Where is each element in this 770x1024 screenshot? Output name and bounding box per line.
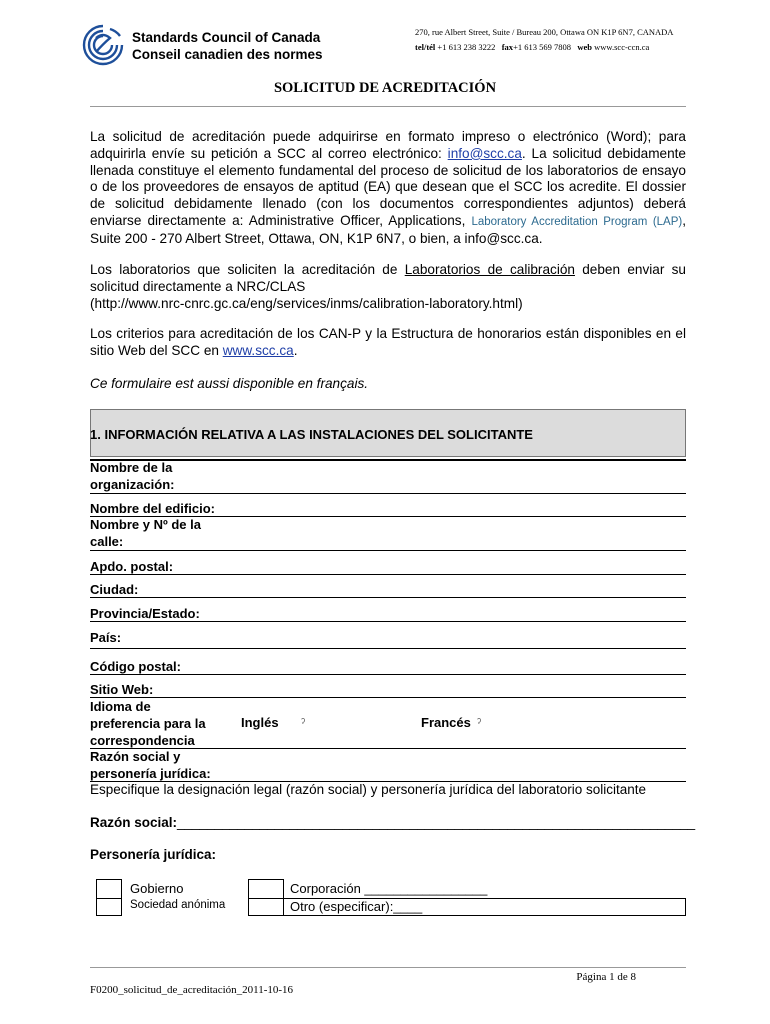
p2-text-a: Los laboratorios que soliciten la acreditación de: [90, 262, 405, 277]
legal-label-line2: personería jurídica:: [90, 766, 211, 781]
program-name: Laboratory Accreditation Program (LAP): [471, 215, 683, 228]
gobierno-checkbox[interactable]: [96, 879, 122, 899]
p2-text-b: deben enviar su solicitud directamente a NRC/CLAS: [90, 262, 686, 294]
email-link[interactable]: info@scc.ca: [447, 145, 522, 161]
razon-social-text: Razón social:: [90, 815, 178, 830]
language-label-line1: Idioma de: [90, 699, 151, 714]
razon-social-label: [90, 815, 695, 830]
language-label-line2: preferencia para la: [90, 716, 206, 731]
tel-label: tel/tél: [415, 42, 436, 52]
english-radio[interactable]: ˀ: [301, 716, 306, 730]
legal-label-line1: Razón social y: [90, 749, 181, 764]
po-box-label: Apdo. postal:: [90, 559, 174, 574]
street-label-line1: Nombre y Nº de la: [90, 517, 201, 532]
corporacion-checkbox[interactable]: [248, 879, 284, 899]
org-address: 270, rue Albert Street, Suite / Bureau 200, Ottawa ON K1P 6N7, CANADA: [415, 27, 674, 37]
website-label: Sitio Web:: [90, 682, 154, 697]
legal-label: [90, 748, 211, 782]
org-name-fr: Conseil canadien des normes: [132, 47, 323, 62]
scc-logo-icon: [80, 22, 126, 68]
postal-label: Código postal:: [90, 659, 181, 674]
province-field[interactable]: [90, 621, 686, 622]
po-box-field[interactable]: [90, 574, 686, 575]
page-title: SOLICITUD DE ACREDITACIÓN: [273, 80, 497, 96]
org-name-label: [90, 459, 175, 493]
p1-text-b: . La solicitud debidamente llenada constituye el elemento fundamental del proceso de solicitud de los laboratorios de ensayo o de los proveedores de ensayos de aptitud (EA) que desean que el SCC los acredite. El dossier de solicitud debidamente llenado (con los documentos correspondientes adjuntos) deberá enviarse directamente a: Administrative Officer, Applications,: [90, 145, 686, 228]
web-label: web: [577, 42, 592, 52]
language-label-line3: correspondencia: [90, 733, 195, 748]
corporacion-label: Corporación _________________: [290, 881, 488, 896]
sociedad-checkbox[interactable]: [96, 898, 122, 916]
street-field[interactable]: [90, 550, 686, 551]
org-name-field[interactable]: [90, 493, 686, 494]
fax-number: +1 613 569 7808: [513, 42, 571, 52]
nrc-url[interactable]: (http://www.nrc-cnrc.gc.ca/eng/services/inms/calibration-laboratory.html): [90, 295, 523, 311]
org-name-label-line1: Nombre de la: [90, 460, 173, 475]
intro-paragraph-1: [90, 129, 686, 248]
intro-paragraph-3: [90, 326, 686, 360]
otro-label: Otro (especificar):____: [290, 899, 423, 914]
lang-option-english: Inglés: [241, 715, 279, 730]
country-field[interactable]: [90, 648, 686, 649]
title-divider: [90, 106, 686, 107]
lang-option-french: Francés: [421, 715, 471, 730]
personeria-label: Personería jurídica:: [90, 847, 217, 862]
form-code: F0200_solicitud_de_acreditación_2011-10-16: [90, 984, 294, 996]
specify-instruction: Especifique la designación legal (razón social) y personería jurídica del laboratorio solicitante: [90, 782, 647, 797]
french-availability-note: Ce formulaire est aussi disponible en français.: [90, 376, 369, 391]
french-radio[interactable]: ˀ: [477, 716, 482, 730]
otro-checkbox[interactable]: [248, 898, 284, 916]
province-label: Provincia/Estado:: [90, 606, 200, 621]
p3-text-a: Los criterios para acreditación de los CAN-P y la Estructura de honorarios están disponibles en el sitio Web del SCC en: [90, 326, 686, 358]
language-label: [90, 698, 206, 749]
p3-text-b: .: [293, 342, 298, 358]
p1-text-a: La solicitud de acreditación puede adquirirse en formato impreso o electrónico (Word); para adquirirla envíe su petición a SCC al correo electrónico:: [90, 129, 686, 161]
org-contact: [415, 42, 649, 52]
section-bottom-rule: [90, 459, 686, 461]
razon-social-input[interactable]: _____________________________________________________________________: [177, 815, 696, 830]
building-label: Nombre del edificio:: [90, 501, 215, 516]
city-field[interactable]: [90, 597, 686, 598]
fax-label: fax: [501, 42, 514, 52]
street-label-line2: calle:: [90, 534, 124, 549]
postal-field[interactable]: [90, 674, 686, 675]
scc-site-link[interactable]: www.scc.ca: [222, 342, 294, 358]
tel-number: +1 613 238 3222: [437, 42, 496, 52]
calibration-link[interactable]: Laboratorios de calibración: [404, 262, 575, 277]
street-label: [90, 516, 201, 550]
page-number: Página 1 de 8: [576, 971, 636, 983]
section-title: 1. INFORMACIÓN RELATIVA A LAS INSTALACIONES DEL SOLICITANTE: [90, 427, 533, 442]
web-address: www.scc-ccn.ca: [594, 42, 650, 52]
gobierno-label: Gobierno: [130, 881, 184, 896]
sociedad-label: Sociedad anónima: [130, 899, 226, 911]
org-name-en: Standards Council of Canada: [132, 30, 321, 45]
country-label: País:: [90, 630, 122, 645]
intro-paragraph-2: [90, 262, 686, 312]
org-name-label-line2: organización:: [90, 477, 175, 492]
footer-divider: [90, 967, 686, 968]
p1-text-c: , Suite 200 - 270 Albert Street, Ottawa, ON, K1P 6N7, o bien, a info@scc.ca.: [90, 212, 686, 246]
city-label: Ciudad:: [90, 582, 139, 597]
